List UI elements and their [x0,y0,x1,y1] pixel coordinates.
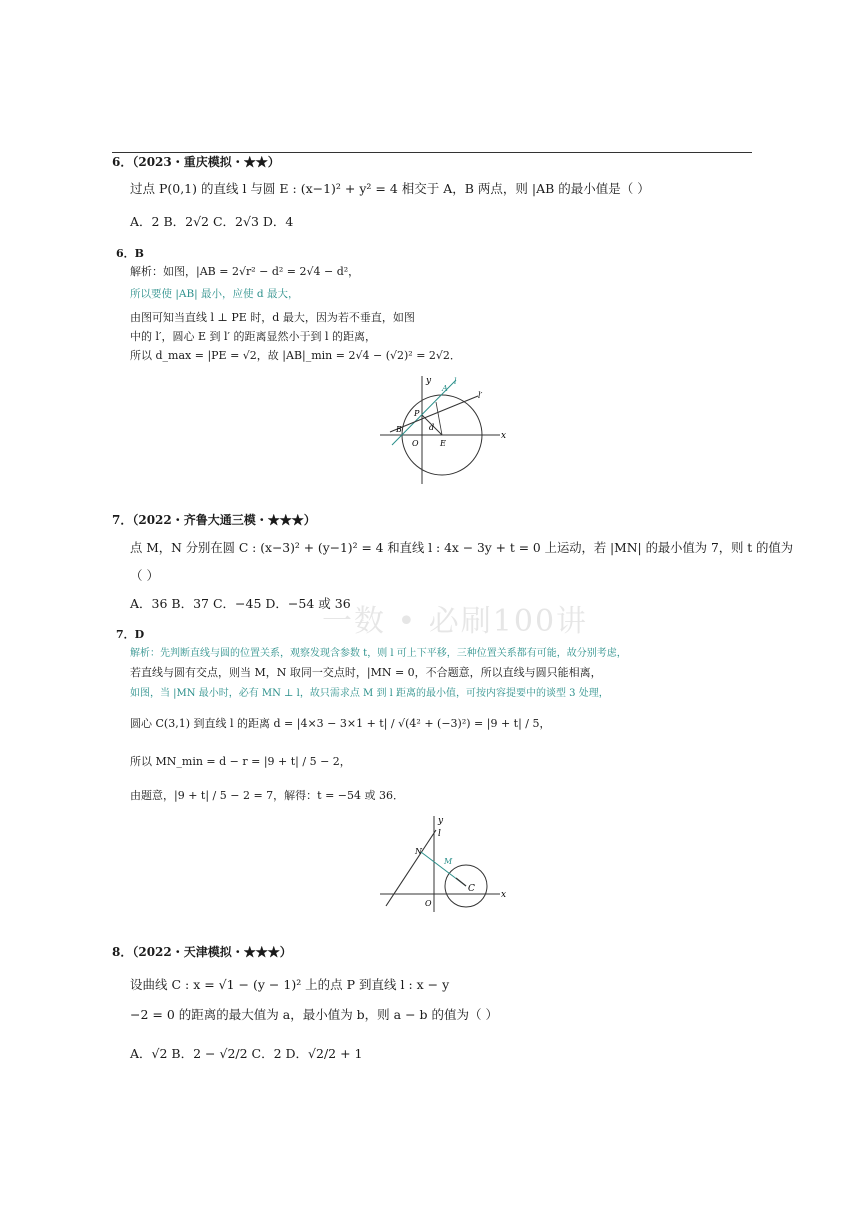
q7-answer: 7．D [116,628,145,641]
q6-header: 6．（2023・重庆模拟・★★） [112,155,280,169]
q6-solution-line3: 由图可知当直线 l ⊥ PE 时，d 最大，因为若不垂直，如图 [130,311,415,324]
q8-stem-line2: −2 = 0 的距离的最大值为 a，最小值为 b，则 a − b 的值为（ ） [130,1007,498,1022]
q6-label-lprime: l′ [478,391,483,400]
q6-label-a: A [442,384,448,393]
q6-solution-line2: 所以要使 |AB| 最小，应使 d 最大， [130,288,299,300]
q6-label-l: l [454,377,457,386]
q6-solution-line4: 中的 l′，圆心 E 到 l′ 的距离显然小于到 l 的距离， [130,330,377,343]
q7-stem: 点 M，N 分别在圆 C : (x−3)² + (y−1)² = 4 和直线 l : 4x − 3y + t = 0 上运动，若 |MN| 的最小值为 7，则 t 的值为 [130,541,794,555]
q7-solution-line1: 解析：先判断直线与圆的位置关系，观察发现含参数 t，则 l 可上下平移，三种位置关系都有可能，故分别考虑， [130,648,627,659]
q7-label-x: x [501,890,507,900]
q7-label-m: M [444,857,453,866]
top-rule [112,152,752,153]
q6-label-b: B [396,425,402,434]
q6-label-d: d [429,423,435,432]
q8-header: 8．（2022・天津模拟・★★★） [112,945,292,959]
watermark: 一数 • 必刷100讲 [322,604,589,639]
q7-solution-line2: 若直线与圆有交点，则当 M，N 取同一交点时，|MN = 0，不合题意，所以直线与圆只能相离， [130,666,602,679]
q7-solution-line3: 如图，当 |MN 最小时，必有 MN ⊥ l，故只需求点 M 到 l 距离的最小值，可按内容提要中的谈型 3 处理， [130,688,609,699]
q8-stem: 设曲线 C : x = √1 − (y − 1)² 上的点 P 到直线 l : x − y [130,977,450,992]
q6-stem: 过点 P(0,1) 的直线 l 与圆 E : (x−1)² + y² = 4 相交于 A，B 两点，则 |AB 的最小值是（ ） [130,181,650,196]
q7-solution-line4: 圆心 C(3,1) 到直线 l 的距离 d = |4×3 − 3×1 + t| / √(4² + (−3)²) = |9 + t| / 5， [130,717,551,730]
q7-solution-line6: 由题意，|9 + t| / 5 − 2 = 7，解得：t = −54 或 36． [130,789,404,802]
q7-label-o: O [425,899,432,908]
q6-solution-line1: 解析：如图，|AB = 2√r² − d² = 2√4 − d²， [130,265,360,278]
q7-options: A．36 B．37 C．−45 D．−54 或 36 [130,596,351,611]
q7-solution-line5: 所以 MN_min = d − r = |9 + t| / 5 − 2， [130,755,351,768]
q6-label-y: y [426,376,432,386]
q7-arrow [456,878,466,886]
q6-label-p: P [414,409,420,418]
q7-stem-bracket: （ ） [130,568,159,583]
q8-options: A．√2 B．2 − √2/2 C．2 D．√2/2 + 1 [130,1046,363,1061]
q7-label-n: N [415,847,422,856]
q6-figure [378,372,508,487]
q6-answer: 6．B [116,247,144,260]
q6-solution-line5: 所以 d_max = |PE = √2，故 |AB|_min = 2√4 − (√2)² = 2√2． [130,349,461,362]
q7-figure [378,814,508,914]
q6-options: A．2 B．2√2 C．2√3 D．4 [130,214,294,229]
q7-line-l [386,830,436,906]
q7-label-y: y [438,816,444,826]
q7-label-l: l [438,829,441,839]
q6-label-e: E [440,439,446,448]
q7-label-c: C [468,884,475,894]
q6-label-o: O [412,439,419,448]
q6-label-x: x [501,431,507,441]
q7-header: 7．（2022・齐鲁大通三模・★★★） [112,513,316,527]
